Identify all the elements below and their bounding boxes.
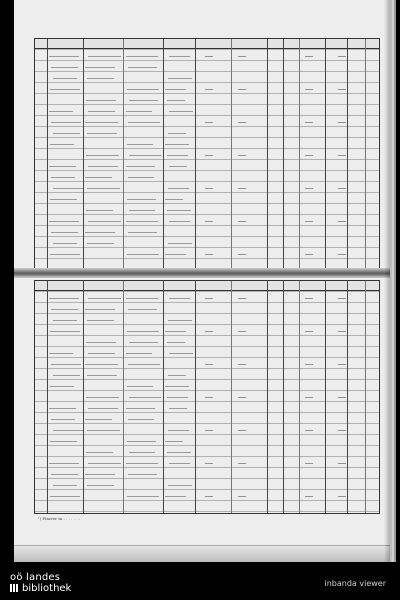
handwritten-entry xyxy=(86,100,116,101)
ledger-dash-mark xyxy=(205,56,213,57)
ledger-row xyxy=(35,304,379,315)
ledger-row xyxy=(35,491,379,502)
ledger-dash-mark xyxy=(305,188,313,189)
ledger-row xyxy=(35,293,379,304)
ledger-row xyxy=(35,194,379,205)
ledger-row xyxy=(35,51,379,62)
handwritten-entry xyxy=(85,177,112,178)
ledger-row xyxy=(35,84,379,95)
ledger-dash-mark xyxy=(238,364,246,365)
handwritten-entry xyxy=(88,463,121,464)
handwritten-entry xyxy=(50,496,80,497)
ledger-dash-mark xyxy=(305,298,313,299)
ledger-row xyxy=(35,161,379,172)
handwritten-entry xyxy=(50,144,74,145)
ledger-dash-mark xyxy=(205,188,213,189)
handwritten-entry xyxy=(53,78,77,79)
handwritten-entry xyxy=(168,243,192,244)
handwritten-entry xyxy=(51,309,78,310)
ledger-dash-mark xyxy=(238,122,246,123)
handwritten-entry xyxy=(127,89,159,90)
handwritten-entry xyxy=(49,166,76,167)
scanned-page xyxy=(14,0,390,562)
handwritten-entry xyxy=(53,430,83,431)
page-edge xyxy=(14,545,390,562)
ledger-dash-mark xyxy=(238,56,246,57)
handwritten-entry xyxy=(168,133,186,134)
handwritten-entry xyxy=(129,452,155,453)
ledger-dash-mark xyxy=(238,331,246,332)
ledger-dash-mark xyxy=(205,496,213,497)
handwritten-entry xyxy=(168,485,192,486)
handwritten-entry xyxy=(165,89,186,90)
handwritten-entry xyxy=(88,408,118,409)
handwritten-entry xyxy=(86,397,119,398)
ledger-dash-mark xyxy=(338,89,346,90)
ledger-header-band xyxy=(35,39,379,49)
ledger-dash-mark xyxy=(338,430,346,431)
ledger-dash-mark xyxy=(338,397,346,398)
handwritten-entry xyxy=(167,100,185,101)
handwritten-entry xyxy=(126,353,152,354)
handwritten-entry xyxy=(50,89,80,90)
ledger-dash-mark xyxy=(338,364,346,365)
handwritten-entry xyxy=(86,155,119,156)
handwritten-entry xyxy=(127,254,159,255)
ledger-row xyxy=(35,392,379,403)
ledger-row xyxy=(35,172,379,183)
handwritten-entry xyxy=(51,232,78,233)
handwritten-entry xyxy=(53,133,80,134)
ledger-row xyxy=(35,447,379,458)
handwritten-entry xyxy=(128,419,154,420)
ledger-dash-mark xyxy=(305,430,313,431)
ledger-dash-mark xyxy=(205,397,213,398)
viewer-footer xyxy=(0,568,400,600)
handwritten-entry xyxy=(49,353,73,354)
handwritten-entry xyxy=(167,155,188,156)
handwritten-entry xyxy=(85,419,112,420)
ledger-dash-mark xyxy=(338,496,346,497)
handwritten-entry xyxy=(51,122,81,123)
ledger-dash-mark xyxy=(305,364,313,365)
ledger-dash-mark xyxy=(205,331,213,332)
handwritten-entry xyxy=(165,496,186,497)
handwritten-entry xyxy=(87,320,114,321)
ledger-dash-mark xyxy=(338,298,346,299)
ledger-dash-mark xyxy=(338,331,346,332)
handwritten-entry xyxy=(168,430,189,431)
ledger-row xyxy=(35,150,379,161)
handwritten-entry xyxy=(49,56,79,57)
ledger-dash-mark xyxy=(205,463,213,464)
handwritten-entry xyxy=(169,221,190,222)
handwritten-entry xyxy=(51,474,78,475)
ledger-dash-mark xyxy=(238,397,246,398)
ledger-row xyxy=(35,326,379,337)
handwritten-entry xyxy=(87,243,114,244)
ledger-row xyxy=(35,227,379,238)
ledger-row xyxy=(35,117,379,128)
handwritten-entry xyxy=(88,166,118,167)
ledger-dash-mark xyxy=(205,430,213,431)
handwritten-entry xyxy=(87,375,117,376)
handwritten-entry xyxy=(127,331,159,332)
handwritten-entry xyxy=(167,210,191,211)
handwritten-entry xyxy=(169,166,187,167)
handwritten-entry xyxy=(49,463,79,464)
handwritten-entry xyxy=(165,331,186,332)
ledger-dash-mark xyxy=(238,430,246,431)
page-gutter xyxy=(14,268,390,278)
handwritten-entry xyxy=(126,463,158,464)
handwritten-entry xyxy=(127,441,156,442)
ledger-dash-mark xyxy=(205,89,213,90)
handwritten-entry xyxy=(86,210,113,211)
handwritten-entry xyxy=(126,111,152,112)
logo-line1: oö landes xyxy=(10,572,61,583)
handwritten-entry xyxy=(87,188,120,189)
ledger-row xyxy=(35,403,379,414)
handwritten-entry xyxy=(169,298,190,299)
handwritten-entry xyxy=(128,67,157,68)
handwritten-entry xyxy=(127,496,159,497)
handwritten-entry xyxy=(129,342,158,343)
ledger-row xyxy=(35,249,379,260)
handwritten-entry xyxy=(50,441,77,442)
handwritten-entry xyxy=(128,122,160,123)
ledger-table-upper xyxy=(34,38,380,270)
handwritten-entry xyxy=(50,254,80,255)
library-logo-icon xyxy=(10,583,19,595)
ledger-dash-mark xyxy=(338,221,346,222)
handwritten-entry xyxy=(128,364,160,365)
handwritten-entry xyxy=(86,452,113,453)
handwritten-entry xyxy=(128,232,157,233)
handwritten-entry xyxy=(50,386,74,387)
handwritten-entry xyxy=(169,463,190,464)
handwritten-entry xyxy=(129,155,161,156)
ledger-row xyxy=(35,414,379,425)
ledger-dash-mark xyxy=(338,463,346,464)
ledger-row xyxy=(35,315,379,326)
logo-line2: bibliothek xyxy=(22,583,72,594)
ledger-dash-mark xyxy=(238,298,246,299)
handwritten-entry xyxy=(53,188,83,189)
ledger-dash-mark xyxy=(305,122,313,123)
ledger-row xyxy=(35,359,379,370)
handwritten-entry xyxy=(85,122,118,123)
handwritten-entry xyxy=(49,221,79,222)
handwritten-entry xyxy=(49,408,76,409)
handwritten-entry xyxy=(165,386,189,387)
handwritten-entry xyxy=(169,56,190,57)
ledger-row xyxy=(35,73,379,84)
handwritten-entry xyxy=(51,177,75,178)
ledger-dash-mark xyxy=(205,155,213,156)
ledger-row xyxy=(35,480,379,491)
handwritten-entry xyxy=(51,364,81,365)
ledger-row xyxy=(35,425,379,436)
handwritten-entry xyxy=(168,320,192,321)
handwritten-entry xyxy=(167,342,185,343)
handwritten-entry xyxy=(127,199,156,200)
ledger-dash-mark xyxy=(338,188,346,189)
handwritten-entry xyxy=(86,342,116,343)
ledger-row xyxy=(35,128,379,139)
ledger-row xyxy=(35,469,379,480)
handwritten-entry xyxy=(85,364,118,365)
handwritten-entry xyxy=(128,177,154,178)
handwritten-entry xyxy=(165,199,183,200)
handwritten-entry xyxy=(126,298,158,299)
handwritten-entry xyxy=(168,188,189,189)
handwritten-entry xyxy=(85,67,115,68)
ledger-table-lower xyxy=(34,280,380,514)
ledger-dash-mark xyxy=(305,155,313,156)
handwritten-entry xyxy=(126,221,158,222)
ledger-dash-mark xyxy=(238,221,246,222)
handwritten-entry xyxy=(87,430,120,431)
handwritten-entry xyxy=(85,309,115,310)
ledger-row xyxy=(35,95,379,106)
ledger-dash-mark xyxy=(238,496,246,497)
ledger-row xyxy=(35,183,379,194)
ledger-dash-mark xyxy=(205,298,213,299)
handwritten-entry xyxy=(87,485,114,486)
ledger-dash-mark xyxy=(205,122,213,123)
handwritten-entry xyxy=(88,298,121,299)
ledger-dash-mark xyxy=(238,155,246,156)
ledger-row xyxy=(35,62,379,73)
handwritten-entry xyxy=(127,144,153,145)
handwritten-entry xyxy=(49,298,79,299)
handwritten-entry xyxy=(50,199,77,200)
handwritten-entry xyxy=(126,408,155,409)
handwritten-entry xyxy=(88,221,121,222)
ledger-dash-mark xyxy=(305,397,313,398)
handwritten-entry xyxy=(129,100,158,101)
ledger-dash-mark xyxy=(238,463,246,464)
ledger-dash-mark xyxy=(305,496,313,497)
handwritten-entry xyxy=(87,133,117,134)
ledger-row xyxy=(35,337,379,348)
ledger-row xyxy=(35,381,379,392)
handwritten-entry xyxy=(126,56,158,57)
ledger-row xyxy=(35,216,379,227)
handwritten-entry xyxy=(53,375,80,376)
viewer-label: inbanda viewer xyxy=(324,579,386,588)
handwritten-entry xyxy=(126,166,155,167)
handwritten-entry xyxy=(168,78,192,79)
ledger-dash-mark xyxy=(205,254,213,255)
handwritten-entry xyxy=(51,419,75,420)
handwritten-entry xyxy=(53,320,77,321)
handwritten-entry xyxy=(168,375,186,376)
ledger-row xyxy=(35,106,379,117)
handwritten-entry xyxy=(53,243,77,244)
ledger-dash-mark xyxy=(338,155,346,156)
ledger-dash-mark xyxy=(305,254,313,255)
handwritten-entry xyxy=(49,111,73,112)
ledger-dash-mark xyxy=(305,463,313,464)
ledger-dash-mark xyxy=(338,254,346,255)
handwritten-entry xyxy=(85,474,115,475)
ledger-row xyxy=(35,436,379,447)
ledger-dash-mark xyxy=(305,89,313,90)
page-footnote: ¹) Pfarrer in . . . . . . . xyxy=(38,516,81,521)
handwritten-entry xyxy=(129,210,155,211)
handwritten-entry xyxy=(51,67,78,68)
ledger-dash-mark xyxy=(238,89,246,90)
handwritten-entry xyxy=(129,397,161,398)
handwritten-entry xyxy=(87,78,114,79)
ledger-dash-mark xyxy=(305,331,313,332)
handwritten-entry xyxy=(169,111,193,112)
handwritten-entry xyxy=(50,331,80,332)
handwritten-entry xyxy=(169,408,187,409)
handwritten-entry xyxy=(165,144,189,145)
ledger-dash-mark xyxy=(205,221,213,222)
ledger-row xyxy=(35,238,379,249)
ledger-dash-mark xyxy=(238,254,246,255)
handwritten-entry xyxy=(169,353,193,354)
ledger-row xyxy=(35,458,379,469)
handwritten-entry xyxy=(88,353,115,354)
ledger-dash-mark xyxy=(338,122,346,123)
ledger-row xyxy=(35,348,379,359)
handwritten-entry xyxy=(88,111,115,112)
ledger-row xyxy=(35,205,379,216)
ledger-header-band xyxy=(35,281,379,291)
ledger-dash-mark xyxy=(305,56,313,57)
handwritten-entry xyxy=(165,254,186,255)
handwritten-entry xyxy=(127,386,153,387)
ledger-dash-mark xyxy=(205,364,213,365)
handwritten-entry xyxy=(128,309,157,310)
ledger-row xyxy=(35,139,379,150)
handwritten-entry xyxy=(53,485,77,486)
handwritten-entry xyxy=(88,56,121,57)
handwritten-entry xyxy=(128,474,157,475)
library-logo[interactable] xyxy=(10,572,71,595)
ledger-dash-mark xyxy=(338,56,346,57)
ledger-row xyxy=(35,370,379,381)
ledger-dash-mark xyxy=(305,221,313,222)
ledger-dash-mark xyxy=(238,188,246,189)
handwritten-entry xyxy=(165,441,183,442)
handwritten-entry xyxy=(85,232,115,233)
handwritten-entry xyxy=(167,452,191,453)
handwritten-entry xyxy=(167,397,188,398)
